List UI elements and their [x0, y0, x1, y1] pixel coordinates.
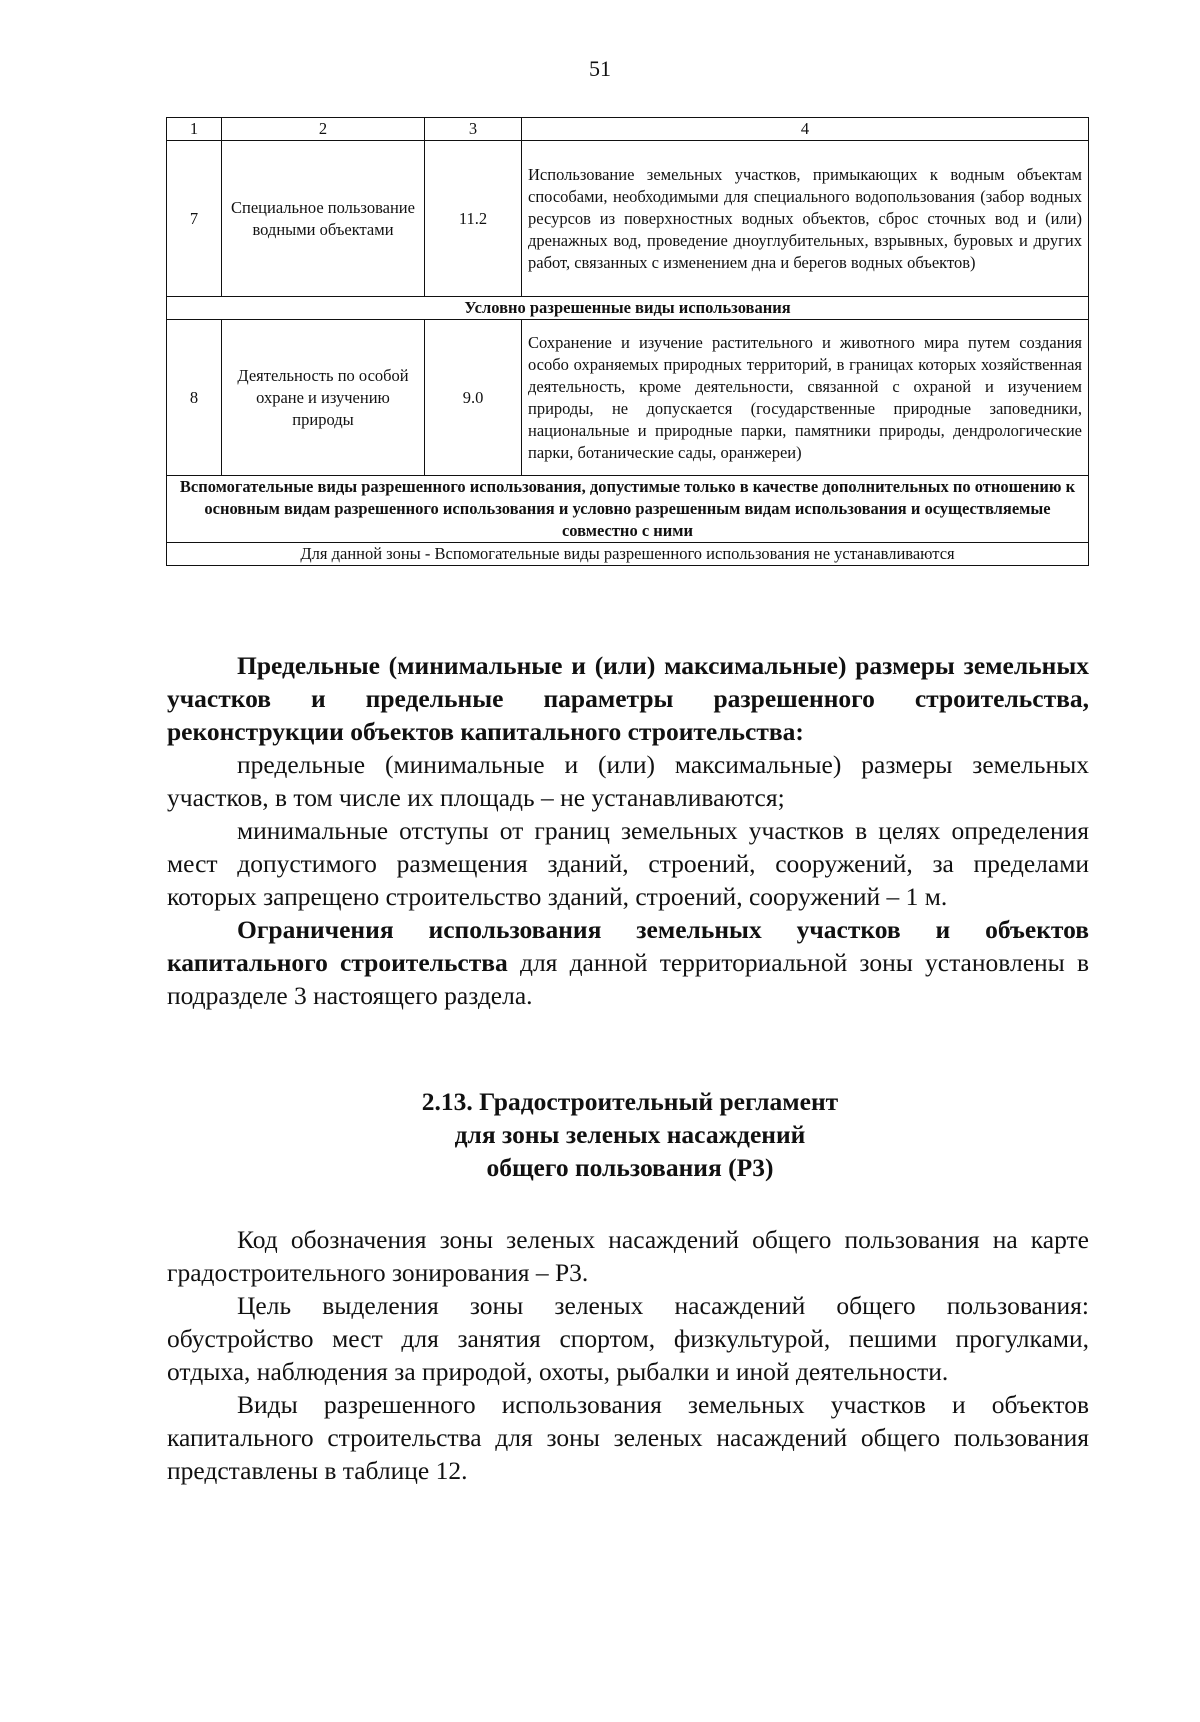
restrictions-rest: для данной территориальной зоны установлены в подразделе 3 настоящего раздела. [167, 948, 1089, 1010]
use-type-name: Деятельность по особой охране и изучению природы [222, 320, 425, 476]
use-type-name: Специальное пользование водными объектами [222, 141, 425, 297]
zone-code-paragraph: Код обозначения зоны зеленых насаждений общего пользования на карте градостроительного зонирования – Р3. [167, 1225, 1089, 1287]
use-type-description: Сохранение и изучение растительного и животного мира путем создания особо охраняемых природных территорий, в границах которых хозяйственная деятельность, кроме деятельности, связанной с охраной и изучением природы, не допускается (государственные природные заповедники, национальные и природные парки, памятники природы, дендрологические парки, ботанические сады, оранжереи) [522, 320, 1089, 476]
land-use-table [166, 117, 1089, 566]
use-type-description: Использование земельных участков, примыкающих к водным объектам способами, необходимыми для специального водопользования (забор водных ресурсов из поверхностных водных объектов, сброс сточных вод и (или) дренажных вод, проведение дноуглубительных, взрывных, буровых и других работ, связанных с изменением дна и берегов водных объектов) [522, 141, 1089, 297]
limits-item-1: предельные (минимальные и (или) максимальные) размеры земельных участков, в том числе их площадь – не устанавливаются; [167, 750, 1089, 812]
section-heading [0, 1085, 1200, 1184]
section-heading-line: для зоны зеленых насаждений [454, 1120, 806, 1149]
zone-description [167, 1223, 1089, 1487]
section-heading-line: 2.13. Градостроительный регламент [421, 1087, 839, 1116]
column-header: 3 [425, 118, 522, 141]
zone-uses-paragraph: Виды разрешенного использования земельных участков и объектов капитального строительства для зоны зеленых насаждений общего пользования представлены в таблице 12. [167, 1390, 1089, 1485]
limits-heading: Предельные (минимальные и (или) максимальные) размеры земельных участков и предельные параметры разрешенного строительства, реконструкции объектов капитального строительства: [167, 651, 1089, 746]
column-header: 4 [522, 118, 1089, 141]
restrictions-paragraph [167, 913, 1089, 1012]
section-row [167, 297, 1089, 320]
table-header-row [167, 118, 1089, 141]
table-row [167, 141, 1089, 297]
section-auxiliary-title: Вспомогательные виды разрешенного использования, допустимые только в качестве дополнительных по отношению к основным видам разрешенного использования и условно разрешенным видам использования и осуществляемые совместно с ними [167, 476, 1089, 543]
row-number: 8 [167, 320, 222, 476]
section-row [167, 476, 1089, 543]
auxiliary-note: Для данной зоны - Вспомогательные виды разрешенного использования не устанавливаются [167, 543, 1089, 566]
table-row [167, 320, 1089, 476]
limits-block [167, 649, 1089, 1012]
row-number: 7 [167, 141, 222, 297]
section-conditional-title: Условно разрешенные виды использования [167, 297, 1089, 320]
section-heading-line: общего пользования (Р3) [486, 1153, 774, 1182]
column-header: 2 [222, 118, 425, 141]
page-number: 51 [589, 56, 611, 81]
note-row [167, 543, 1089, 566]
use-type-code: 9.0 [425, 320, 522, 476]
zone-purpose-paragraph: Цель выделения зоны зеленых насаждений общего пользования: обустройство мест для занятия спортом, физкультурой, пешими прогулками, отдыха, наблюдения за природой, охоты, рыбалки и иной деятельности. [167, 1291, 1089, 1386]
limits-item-2: минимальные отступы от границ земельных участков в целях определения мест допустимого размещения зданий, строений, сооружений, за пределами которых запрещено строительство зданий, строений, сооружений – 1 м. [167, 816, 1089, 911]
restrictions-bold: Ограничения использования земельных участков и объектов капитального строительства [167, 915, 1089, 977]
column-header: 1 [167, 118, 222, 141]
use-type-code: 11.2 [425, 141, 522, 297]
